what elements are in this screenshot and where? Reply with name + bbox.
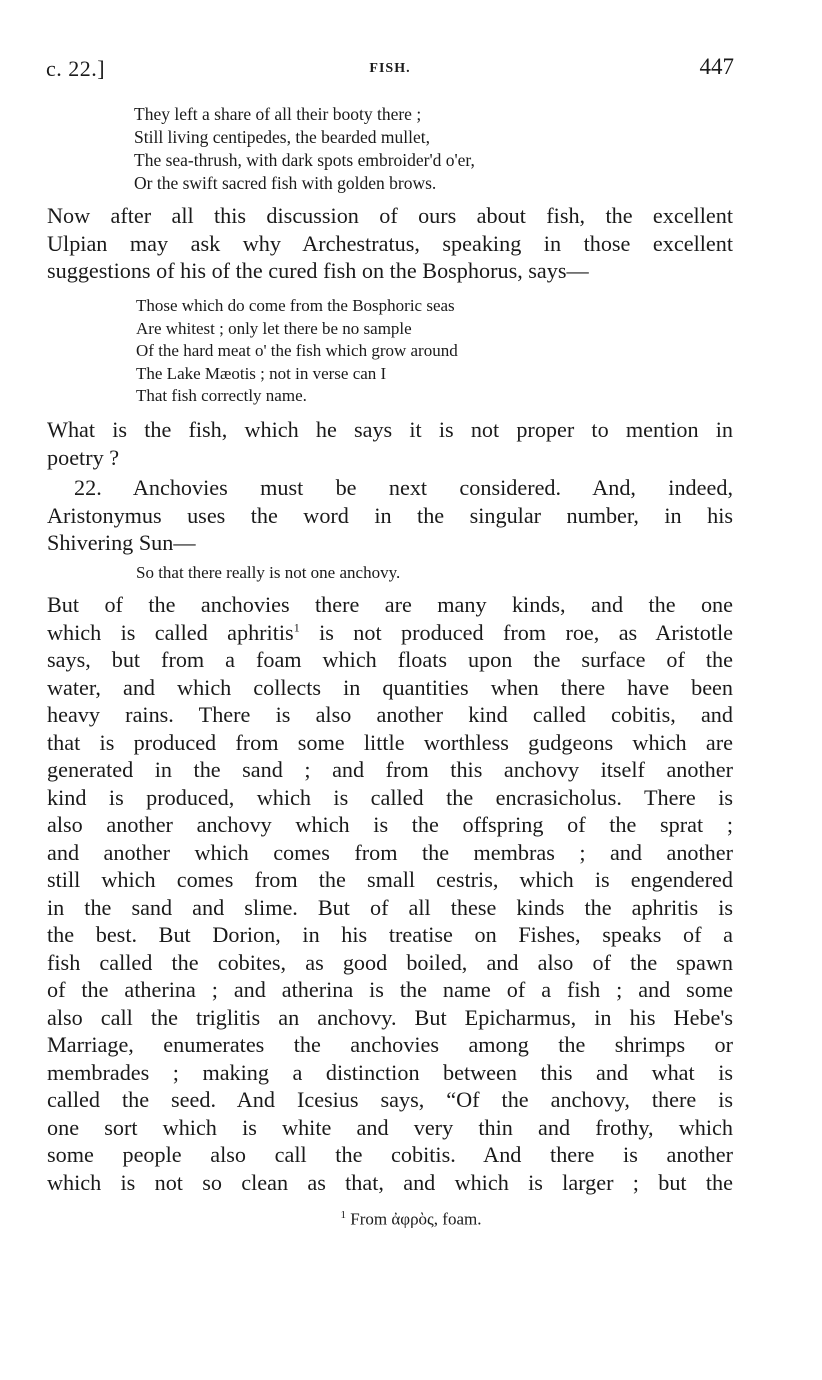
text-line: But of the anchovies there are many kinds, and the one (47, 592, 733, 617)
footnote (0, 1209, 822, 1230)
chapter-reference: c. 22.] (46, 56, 106, 81)
text-line: the best. But Dorion, in his treatise on Fishes, speaks of a (47, 922, 733, 947)
text-line: Shivering Sun— (47, 530, 196, 555)
page-number: 447 (699, 54, 734, 79)
verse-quotation-1 (134, 103, 475, 195)
text-line: says, but from a foam which floats upon the surface of the (47, 647, 733, 672)
text-line: that is produced from some little worthless gudgeons which are (47, 729, 733, 755)
text-line: Aristonymus uses the word in the singular number, in his (47, 502, 733, 528)
text-line: of the atherina ; and atherina is the name of a fish ; and some (47, 977, 733, 1002)
text-line: Now after all this discussion of ours about fish, the excellent (47, 203, 733, 228)
verse-line: Or the swift sacred fish with golden brows. (134, 173, 437, 193)
text-line: heavy rains. There is also another kind called cobitis, and (47, 702, 733, 727)
text-line: and another which comes from the membras ; and another (47, 839, 733, 865)
text-line: also another anchovy which is the offspring of the sprat ; (47, 812, 733, 837)
text-line: poetry ? (47, 444, 120, 470)
text-segment: is not produced from roe, as Aristotle (299, 619, 733, 645)
footnote-text: From ἀφρὸς, foam. (346, 1209, 482, 1229)
text-line: called the seed. And Icesius says, “Of the anchovy, there is (47, 1087, 733, 1112)
paragraph-question (47, 416, 733, 471)
paragraph-archestratus (47, 202, 733, 285)
verse-quotation-3 (136, 561, 400, 584)
text-line: fish called the cobites, as good boiled, and also of the spawn (47, 949, 733, 975)
text-line: Marriage, enumerates the anchovies among the shrimps or (47, 1032, 733, 1057)
text-line: What is the fish, which he says it is not proper to mention in (47, 417, 733, 442)
text-line: one sort which is white and very thin and frothy, which (47, 1114, 733, 1140)
text-line: in the sand and slime. But of all these kinds the aphritis is (47, 894, 733, 920)
running-header (46, 56, 734, 86)
running-title: FISH. (369, 61, 411, 76)
text-line: also call the triglitis an anchovy. But Epicharmus, in his Hebe's (47, 1004, 733, 1030)
footnote-number: 1 (340, 1209, 347, 1221)
verse-line: That fish correctly name. (136, 386, 307, 405)
text-segment: which is called aphritis (47, 619, 294, 645)
verse-line: Still living centipedes, the bearded mullet, (134, 127, 430, 147)
paragraph-section-22 (47, 474, 733, 557)
verse-line: Are whitest ; only let there be no sample (136, 318, 412, 338)
verse-line: The sea-thrush, with dark spots embroider'd o'er, (134, 150, 475, 170)
verse-line: Those which do come from the Bosphoric seas (136, 296, 455, 315)
verse-line: They left a share of all their booty there ; (134, 104, 422, 124)
text-line: which is not so clean as that, and which is larger ; but the (47, 1169, 733, 1195)
footnote-marker: 1 (293, 620, 300, 635)
text-line: Ulpian may ask why Archestratus, speaking in those excellent (47, 230, 733, 256)
text-line: kind is produced, which is called the encrasicholus. There is (47, 784, 733, 810)
text-line: suggestions of his of the cured fish on the Bosphorus, says— (47, 258, 589, 283)
text-line (47, 619, 733, 647)
verse-line: The Lake Mæotis ; not in verse can I (136, 363, 387, 383)
text-line: some people also call the cobitis. And there is another (47, 1142, 733, 1167)
verse-line: So that there really is not one anchovy. (136, 563, 401, 582)
text-line: still which comes from the small cestris, which is engendered (47, 867, 733, 892)
verse-line: Of the hard meat o' the fish which grow around (136, 341, 458, 360)
paragraph-anchovy-kinds (47, 591, 733, 1196)
text-line: water, and which collects in quantities when there have been (47, 674, 733, 700)
text-line: generated in the sand ; and from this anchovy itself another (47, 757, 733, 782)
text-line: membrades ; making a distinction between this and what is (47, 1059, 733, 1085)
text-line: 22. Anchovies must be next considered. And, indeed, (74, 475, 733, 500)
verse-quotation-2 (136, 295, 458, 408)
